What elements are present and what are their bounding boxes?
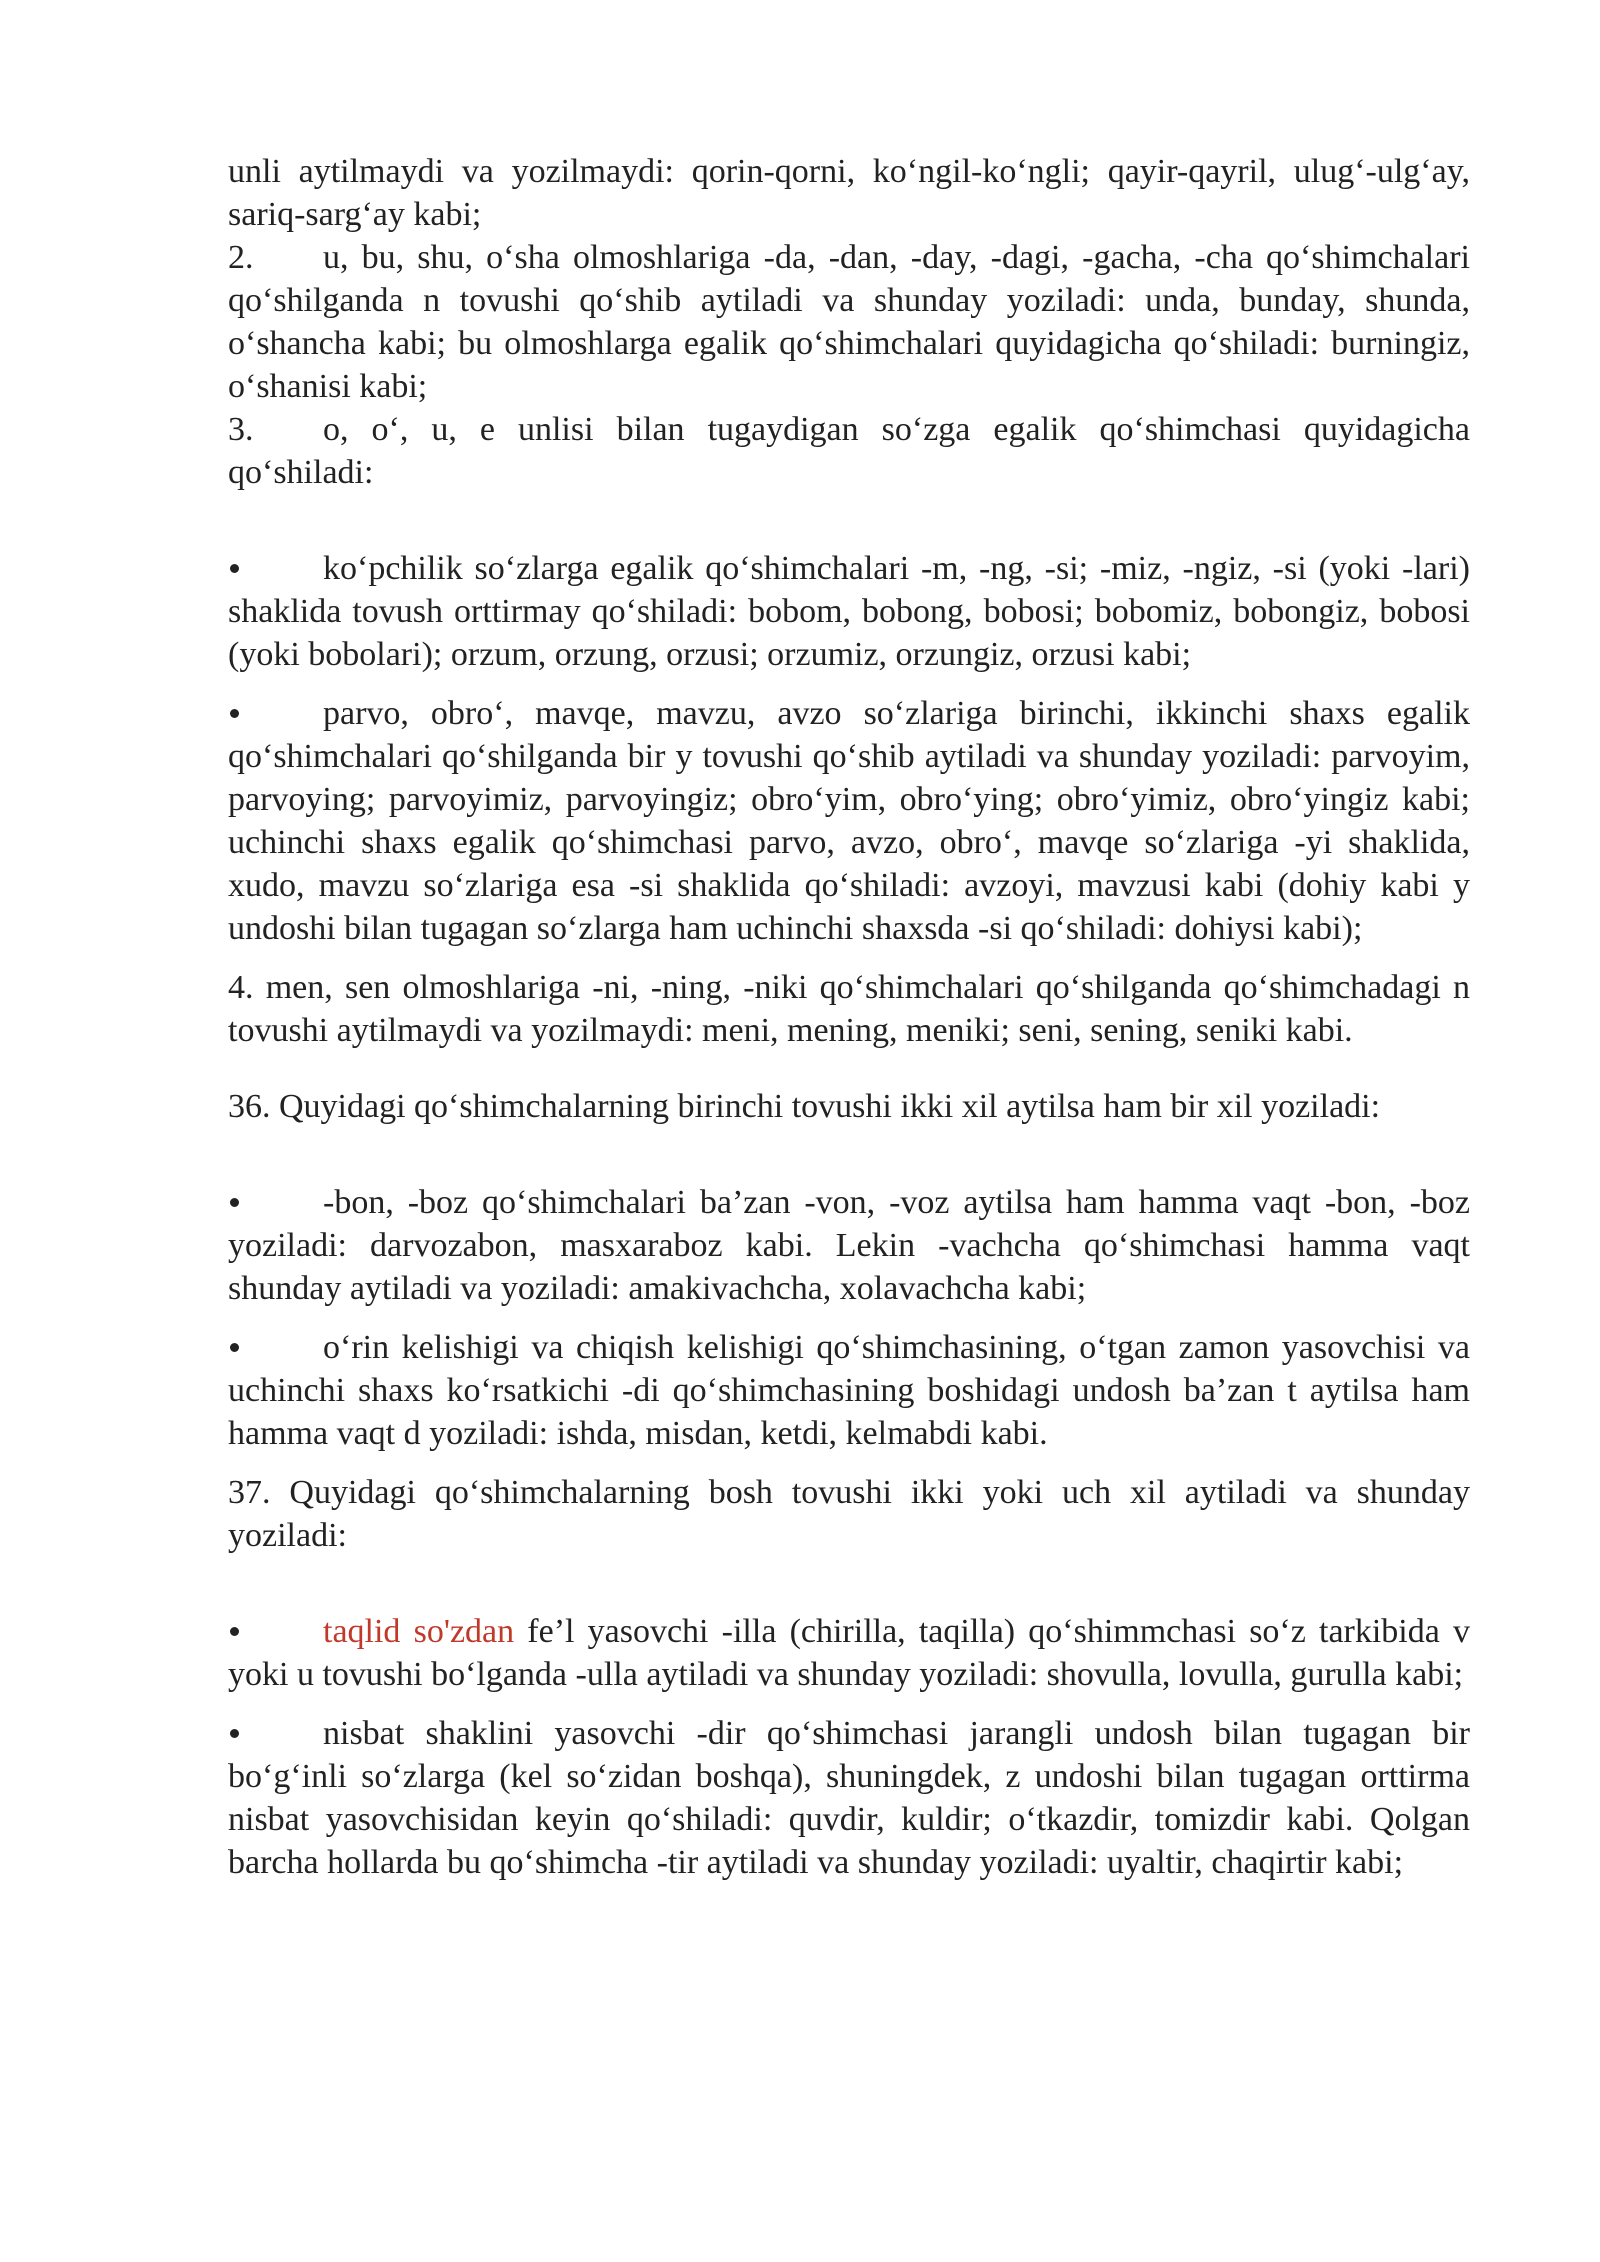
item-text: o‘rin kelishigi va chiqish kelishigi qo‘shimchasining, o‘tgan zamon yasovchisi va uchinchi shaxs ko‘rsatkichi -di qo‘shimchasining boshidagi undosh ba’zan t aytilsa ham hamma vaqt d yoziladi: ishda, misdan, ketdi, kelmabdi kabi. — [228, 1329, 1470, 1452]
paragraph-text: 36. Quyidagi qo‘shimchalarning birinchi tovushi ikki xil aytilsa ham bir xil yoziladi: — [228, 1088, 1381, 1125]
paragraph — [228, 966, 1470, 1052]
paragraph — [228, 150, 1470, 236]
paragraph-text: 37. Quyidagi qo‘shimchalarning bosh tovushi ikki yoki uch xil aytiladi va shunday yoziladi: — [228, 1474, 1470, 1554]
bullet-icon — [228, 1181, 323, 1224]
bullet-item — [228, 1712, 1470, 1884]
bullet-icon — [228, 1610, 323, 1653]
item-text: fe’l yasovchi -illa (chirilla, taqilla) qo‘shimmchasi so‘z tarkibida v yoki u tovushi bo‘lganda -ulla aytiladi va shunday yoziladi: shovulla, lovulla, gurulla kabi; — [228, 1613, 1471, 1693]
item-number: 3. — [228, 411, 254, 448]
paragraph-text: unli aytilmaydi va yozilmaydi: qorin-qorni, ko‘ngil-ko‘ngli; qayir-qayril, ulug‘-ulg‘ay, sariq-sarg‘ay kabi; — [228, 153, 1470, 233]
paragraph-text: 4. men, sen olmoshlariga -ni, -ning, -niki qo‘shimchalari qo‘shilganda qo‘shimchadagi n tovushi aytilmaydi va yozilmaydi: meni, mening, meniki; seni, sening, seniki kabi. — [228, 969, 1470, 1049]
item-number: 2. — [228, 239, 254, 276]
item-text: ko‘pchilik so‘zlarga egalik qo‘shimchalari -m, -ng, -si; -miz, -ngiz, -si (yoki -lari) shaklida tovush orttirmay qo‘shiladi: bobom, bobong, bobosi; bobomiz, bobongiz, bobosi (yoki bobolari); orzum, orzung, orzusi; orzumiz, orzungiz, orzusi kabi; — [228, 550, 1470, 673]
item-text: parvo, obro‘, mavqe, mavzu, avzo so‘zlariga birinchi, ikkinchi shaxs egalik qo‘shimchalari qo‘shilganda bir y tovushi qo‘shib aytiladi va shunday yoziladi: parvoyim, parvoying; parvoyimiz, parvoyingiz; obro‘yim, obro‘ying; obro‘yimiz, obro‘yingiz kabi; uchinchi shaxs egalik qo‘shimchasi parvo, avzo, obro‘, mavqe so‘zlariga -yi shaklida, xudo, mavzu so‘zlariga esa -si shaklida qo‘shiladi: avzoyi, mavzusi kabi (dohiy kabi y undoshi bilan tugagan so‘zlarga ham uchinchi shaxsda -si qo‘shiladi: dohiysi kabi); — [228, 695, 1470, 947]
item-text: u, bu, shu, o‘sha olmoshlariga -da, -dan, -day, -dagi, -gacha, -cha qo‘shimchalari qo‘shilganda n tovushi qo‘shib aytiladi va shunday yoziladi: unda, bunday, shunda, o‘shancha kabi; bu olmoshlarga egalik qo‘shimchalari quyidagicha qo‘shiladi: burningiz, o‘shanisi kabi; — [228, 239, 1470, 405]
bullet-item — [228, 547, 1470, 676]
document-page — [228, 150, 1470, 1884]
bullet-icon — [228, 547, 323, 590]
item-text: -bon, -boz qo‘shimchalari ba’zan -von, -voz aytilsa ham hamma vaqt -bon, -boz yoziladi: darvozabon, masxaraboz kabi. Lekin -vachcha qo‘shimchasi hamma vaqt shunday aytiladi va yoziladi: amakivachcha, xolavachcha kabi; — [228, 1184, 1470, 1307]
numbered-item — [228, 236, 1470, 408]
item-text: nisbat shaklini yasovchi -dir qo‘shimchasi jarangli undosh bilan tugagan bir bo‘g‘inli so‘zlarga (kel so‘zidan boshqa), shuningdek, z undoshi bilan tugagan orttirma nisbat yasovchisidan keyin qo‘shiladi: quvdir, kuldir; o‘tkazdir, tomizdir kabi. Qolgan barcha hollarda bu qo‘shimcha -tir aytiladi va shunday yoziladi: uyaltir, chaqirtir kabi; — [228, 1715, 1470, 1881]
bullet-icon — [228, 692, 323, 735]
bullet-item — [228, 692, 1470, 950]
bullet-item — [228, 1181, 1470, 1310]
paragraph — [228, 1085, 1470, 1128]
bullet-item — [228, 1610, 1470, 1696]
bullet-item — [228, 1326, 1470, 1455]
bullet-icon — [228, 1712, 323, 1755]
item-text: o, o‘, u, e unlisi bilan tugaydigan so‘zga egalik qo‘shimchasi quyidagicha qo‘shiladi: — [228, 411, 1470, 491]
paragraph — [228, 1471, 1470, 1557]
taqlid-link[interactable]: taqlid so'zdan — [323, 1613, 515, 1650]
bullet-icon — [228, 1326, 323, 1369]
numbered-item — [228, 408, 1470, 494]
